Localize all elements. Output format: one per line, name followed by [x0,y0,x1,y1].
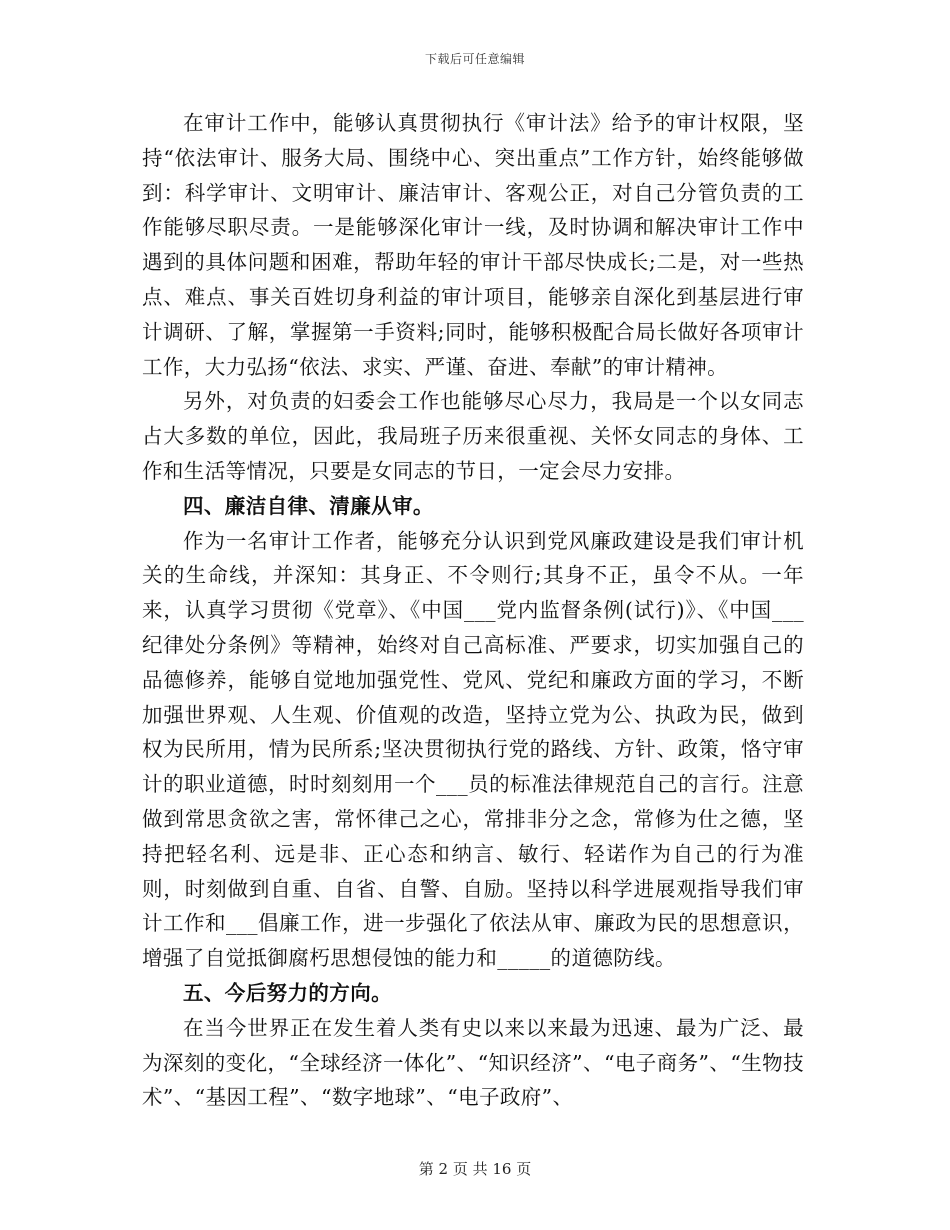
page-header: 下载后可任意编辑 [424,52,525,66]
document-body [142,106,804,1115]
paragraph-integrity: 作为一名审计工作者，能够充分认识到党风廉政建设是我们审计机关的生命线，并深知：其身正、不令则行;其身不正，虽令不从。一年来，认真学习贯彻《党章》、《中国___党内监督条例(试行)》、《中国___纪律处分条例》等精神，始终对自己高标准、严要求，切实加强自己的品德修养，能够自觉地加强党性、党风、党纪和廉政方面的学习，不断加强世界观、人生观、价值观的改造，坚持立党为公、执政为民，做到权为民所用，情为民所系;坚决贯彻执行党的路线、方针、政策，恪守审计的职业道德，时时刻刻用一个___员的标准法律规范自己的言行。注意做到常思贪欲之害，常怀律己之心，常排非分之念，常修为仕之德，坚持把轻名利、远是非、正心态和纳言、敏行、轻诺作为自己的行为准则，时刻做到自重、自省、自警、自励。坚持以科学进展观指导我们审计工作和___倡廉工作，进一步强化了依法从审、廉政为民的思想意识，增强了自觉抵御腐朽思想侵蚀的能力和_____的道德防线。 [142,528,804,971]
section-heading-4: 四、廉洁自律、清廉从审。 [183,493,434,518]
paragraph-womens-committee: 另外，对负责的妇委会工作也能够尽心尽力，我局是一个以女同志占大多数的单位，因此，我局班子历来很重视、关怀女同志的身体、工作和生活等情况，只要是女同志的节日，一定会尽力安排。 [142,389,804,483]
page-number-footer: 第 2 页 共 16 页 [418,1160,532,1178]
paragraph-future-direction: 在当今世界正在发生着人类有史以来以来最为迅速、最为广泛、最为深刻的变化，“全球经济一体化”、“知识经济”、“电子商务”、“生物技术”、“基因工程”、“数字地球”、“电子政府”、 [142,1015,804,1110]
section-heading-5: 五、今后努力的方向。 [183,980,392,1005]
paragraph-audit-work: 在审计工作中，能够认真贯彻执行《审计法》给予的审计权限，坚持“依法审计、服务大局、围绕中心、突出重点”工作方针，始终能够做到：科学审计、文明审计、廉洁审计、客观公正，对自己分管负责的工作能够尽职尽责。一是能够深化审计一线，及时协调和解决审计工作中遇到的具体问题和困难，帮助年轻的审计干部尽快成长;二是，对一些热点、难点、事关百姓切身利益的审计项目，能够亲自深化到基层进行审计调研、了解，掌握第一手资料;同时，能够积极配合局长做好各项审计工作，大力弘扬“依法、求实、严谨、奋进、奉献”的审计精神。 [142,111,804,379]
